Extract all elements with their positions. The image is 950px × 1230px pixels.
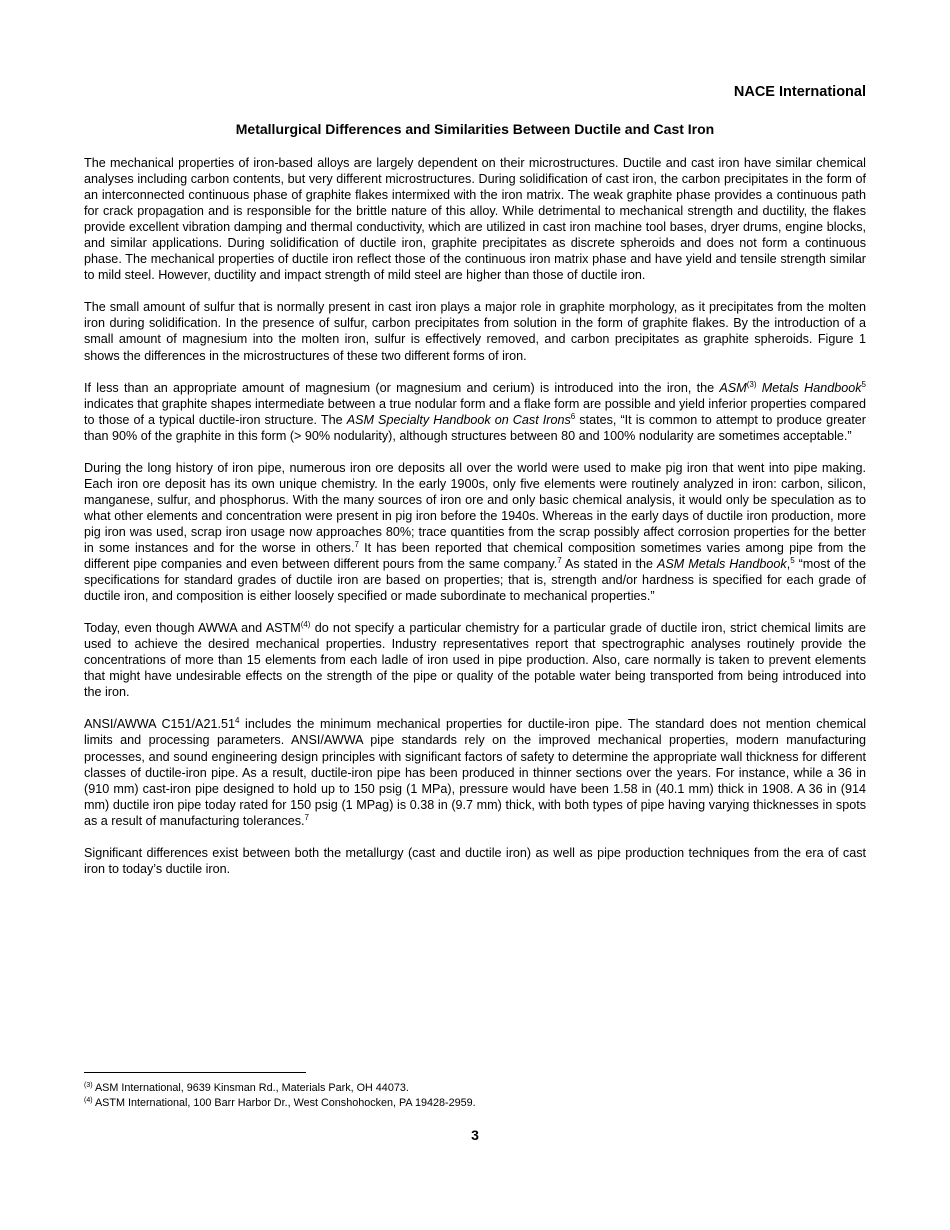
footnote-4: $^{(4)}$ ASTM International, 100 Barr Harbor Dr., West Conshohocken, PA 19428-2959. bbox=[84, 1096, 476, 1109]
footnote-ref: (3) bbox=[746, 379, 757, 389]
footnote-divider bbox=[84, 1072, 306, 1073]
reference-ref: 7 bbox=[354, 539, 359, 549]
citation-metals-handbook: ASM Metals Handbook bbox=[657, 557, 787, 572]
footnotes bbox=[84, 1081, 476, 1110]
reference-ref: 7 bbox=[557, 556, 562, 566]
footnote-ref: (4) bbox=[300, 620, 311, 630]
citation-specialty-handbook: ASM Specialty Handbook on Cast Irons bbox=[346, 412, 571, 427]
citation-metals-handbook: Metals Handbook bbox=[756, 380, 862, 395]
reference-ref: 5 bbox=[790, 556, 795, 566]
paragraph-6: ANSI/AWWA C151/A21.51$^4$ includes the minimum mechanical properties for ductile-iron pipe. The standard does not mention chemical limits and processing parameters. ANSI/AWWA pipe standards rely on the improved mechanical properties, modern manufacturing processes, and sound engineering design principles with significant factors of safety to determine the appropriate wall thickness for different classes of ductile-iron pipe. As a result, ductile-iron pipe has been produced in thinner sections over the years. For instance, while a 36 in (910 mm) cast-iron pipe designed to hold up to 150 psig (1 MPa), pressure would have been 1.58 in (40.1 mm) thick in 1908. A 36 in (914 mm) ductile iron pipe today rated for 150 psig (1 MPag) is 0.38 in (9.7 mm) thick, with both types of pipe having varying thicknesses in spots as a result of manufacturing tolerances.$^7$ bbox=[84, 716, 867, 828]
paragraph-7: Significant differences exist between both the metallurgy (cast and ductile iron) as well as pipe production techniques from the era of cast iron to today’s ductile iron. bbox=[84, 845, 866, 876]
section-title: Metallurgical Differences and Similarities Between Ductile and Cast Iron bbox=[235, 121, 715, 137]
page-number: 3 bbox=[471, 1127, 479, 1143]
reference-ref: 7 bbox=[304, 812, 309, 822]
reference-ref: 6 bbox=[570, 411, 576, 421]
paragraph-3: If less than an appropriate amount of magnesium (or magnesium and cerium) is introduced into the iron, the ASM$^{(3)}$ Metals Handbook$^5$ indicates that graphite shapes intermediate between a true nodular form and a flake form are possible and yield inferior properties compared to those of a typical ductile-iron structure. The ASM Specialty Handbook on Cast Irons$^6$ states, “It is common to attempt to produce greater than 90% of the graphite in this form (> 90% nodularity), although structures between 80 and 100% nodularity are sometimes acceptable.” bbox=[84, 379, 867, 443]
citation-asm: ASM bbox=[719, 380, 747, 395]
header-organization: NACE International bbox=[733, 84, 866, 100]
footnote-3: $^{(3)}$ ASM International, 9639 Kinsman Rd., Materials Park, OH 44073. bbox=[84, 1082, 409, 1094]
paragraph-4: During the long history of iron pipe, numerous iron ore deposits all over the world were used to make pig iron that went into pipe making. Each iron ore deposit has its own unique chemistry. In the early 1900s, only five elements were routinely analyzed in iron: carbon, silicon, manganese, sulfur, and phosphorus. With the many sources of iron ore and only basic chemical analysis, it would only be speculation as to what other elements and concentration were present in pig iron before the 1940s. Whereas in the early days of ductile iron production, more pig iron was used, scrap iron usage now approaches 80%; trace quantities from the scrap possibly affect corrosion properties for the better in some instances and for the worse in others.$^7$ It has been reported that chemical composition sometimes varies among pipe from the different pipe companies and even between different pours from the same company.$^7$ As stated in the ASM Metals Handbook,$^5$ “most of the specifications for standard grades of ductile iron are based on properties; that is, strength and/or hardness is specified for each grade of ductile iron, and composition is either loosely specified or made subordinate to mechanical properties.” bbox=[84, 460, 867, 604]
reference-ref: 5 bbox=[861, 379, 866, 389]
reference-ref: 4 bbox=[234, 716, 240, 726]
paragraph-5: Today, even though AWWA and ASTM$^{(4)}$ do not specify a particular chemistry for a particular grade of ductile iron, strict chemical limits are used to achieve the desired mechanical properties. Industry representatives report that spectrographic analyses routinely provide the concentrations of more than 15 elements from each ladle of iron used in pipe production. Also, care normally is taken to prevent elements that might have undesirable effects on the strength of the pipe or quality of the potable water being transported from being introduced into the iron. bbox=[84, 620, 866, 700]
paragraph-2: The small amount of sulfur that is normally present in cast iron plays a major role in graphite morphology, as it precipitates from the molten iron during solidification. In the presence of sulfur, carbon precipitates from solution in the form of graphite flakes. By the introduction of a small amount of magnesium into the molten iron, sulfur is effectively removed, and carbon precipitates as graphite spheroids. Figure 1 shows the differences in the microstructures of these two different forms of iron. bbox=[84, 300, 866, 363]
body-text bbox=[84, 155, 866, 893]
paragraph-1: The mechanical properties of iron-based alloys are largely dependent on their microstructures. Ductile and cast iron have similar chemical analyses including carbon contents, but very different microstructures. During solidification of cast iron, the carbon precipitates in the form of an interconnected continuous phase of graphite flakes intermixed with the iron matrix. The weak graphite phase provides a continuous path for crack propagation and is responsible for the brittle nature of this alloy. While detrimental to mechanical strength and ductility, the flakes provide excellent vibration damping and thermal conductivity, which are utilized in cast iron machine tool bases, dryer drums, engine blocks, and similar applications. During solidification of ductile iron, graphite precipitates as discrete spheroids and does not form a continuous phase. The mechanical properties of ductile iron reflect those of the continuous iron matrix phase and have yield and tensile strength similar to mild steel. However, ductility and impact strength of mild steel are higher than those of ductile iron. bbox=[84, 156, 866, 283]
